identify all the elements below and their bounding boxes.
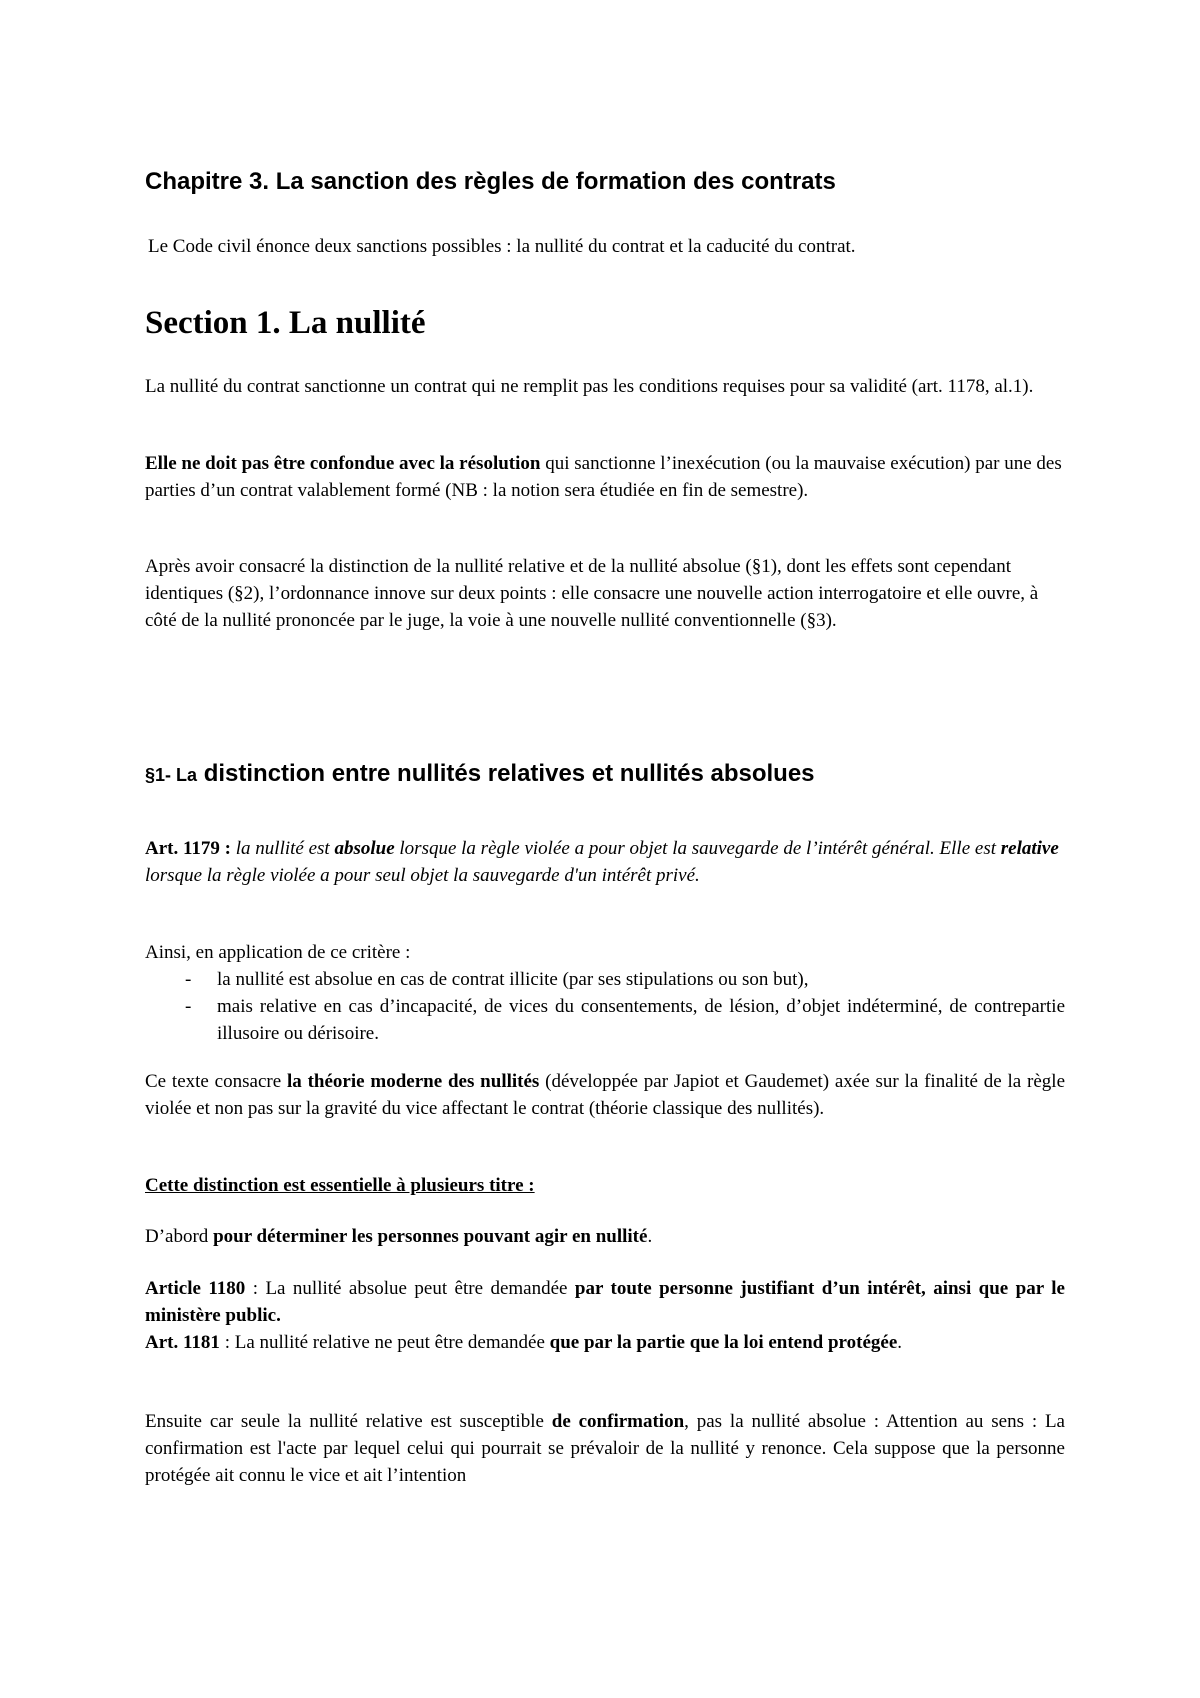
subsection-prefix: §1- La xyxy=(145,765,198,785)
art1180-label: Article 1180 xyxy=(145,1278,246,1299)
art1179-absolue: absolue xyxy=(334,838,395,859)
ordonnance-text: Après avoir consacré la distinction de la nullité relative et de la nullité absolue (§1), dont les effets sont cependant identiques (§2), l’ordonnance innove sur deux points : elle consacre une nouvelle action interrogatoire et elle ouvre, à côté de la nullité prononcée par le juge, la voie à une nouvelle nullité conventionnelle (§3). xyxy=(145,556,1039,631)
art1181-text-2: . xyxy=(897,1332,903,1353)
ensuite-bold: de confirmation xyxy=(551,1411,685,1432)
dabord-text-1: D’abord xyxy=(145,1226,214,1247)
art1180-bold: par toute personne justifiant d’un intérêt, ainsi que par le ministère public. xyxy=(145,1278,1065,1326)
intro-paragraph: Le Code civil énonce deux sanctions possibles : la nullité du contrat et la caducité du contrat. xyxy=(148,236,856,257)
underlined-heading-text: Cette distinction est essentielle à plusieurs titre : xyxy=(145,1175,535,1196)
ensuite-text-2: , pas la nullité absolue : Attention au sens : La confirmation est l'acte par lequel celui qui pourrait se prévaloir de la nullité y renonce. Cela suppose que la personne protégée ait connu le vice et ait l’intention xyxy=(145,1411,1065,1486)
art1181-label: Art. 1181 xyxy=(145,1332,220,1353)
art1179-text-2: lorsque la règle violée a pour objet la sauvegarde de l’intérêt général. Elle est xyxy=(394,838,1001,859)
art1181-bold: que par la partie que la loi entend protégée xyxy=(549,1332,898,1353)
resolution-rest: qui sanctionne l’inexécution (ou la mauvaise exécution) par une des parties d’un contrat valablement formé (NB : la notion sera étudiée en fin de semestre). xyxy=(145,453,1062,501)
resolution-bold: Elle ne doit pas être confondue avec la résolution xyxy=(145,453,541,474)
theorie-bold: la théorie moderne des nullités xyxy=(286,1071,540,1092)
dabord-text-2: . xyxy=(647,1226,653,1247)
theorie-text-2: (développée par Japiot et Gaudemet) axée sur la finalité de la règle violée et non pas sur la gravité du vice affectant le contrat (théorie classique des nullités). xyxy=(145,1071,1065,1119)
art1179-relative: relative xyxy=(1000,838,1059,859)
art1179-text-3: lorsque la règle violée a pour seul objet la sauvegarde d'un intérêt privé. xyxy=(145,865,700,886)
paragraph-ensuite xyxy=(145,1408,1065,1489)
ensuite-text-1: Ensuite car seule la nullité relative est susceptible xyxy=(145,1411,552,1432)
paragraph-dabord xyxy=(145,1223,1065,1250)
underlined-heading xyxy=(145,1172,1065,1199)
criteria-list xyxy=(145,966,1065,1047)
article-1179 xyxy=(145,835,1065,889)
article-1181 xyxy=(145,1329,1065,1356)
paragraph-ordonnance xyxy=(145,553,1065,634)
paragraph-theorie xyxy=(145,1068,1065,1122)
paragraph-resolution xyxy=(145,450,1065,504)
theorie-text-1: Ce texte consacre xyxy=(145,1071,287,1092)
subsection-title-text: distinction entre nullités relatives et nullités absolues xyxy=(197,760,815,787)
paragraph-definition xyxy=(145,373,1065,400)
subsection-title xyxy=(145,760,1065,788)
paragraph-definition-text: La nullité du contrat sanctionne un contrat qui ne remplit pas les conditions requises pour sa validité (art. 1178, al.1). xyxy=(145,376,1034,397)
art1181-text-1: : La nullité relative ne peut être demandée xyxy=(219,1332,550,1353)
dabord-bold: pour déterminer les personnes pouvant agir en nullité xyxy=(213,1226,648,1247)
article-1180 xyxy=(145,1275,1065,1329)
list-item: - mais relative en cas d’incapacité, de vices du consentements, de lésion, d’objet indéterminé, de contrepartie illusoire ou dérisoire. xyxy=(145,993,1065,1047)
chapter-title: Chapitre 3. La sanction des règles de formation des contrats xyxy=(145,168,836,195)
section-title: Section 1. La nullité xyxy=(145,305,426,341)
criteria-block xyxy=(145,939,1065,1047)
list-item: - la nullité est absolue en cas de contrat illicite (par ses stipulations ou son but), xyxy=(145,966,1065,993)
art1179-label: Art. 1179 : xyxy=(145,838,232,859)
art1179-text-1: la nullité est xyxy=(231,838,335,859)
ainsi-line: Ainsi, en application de ce critère : xyxy=(145,942,411,963)
art1180-text: : La nullité absolue peut être demandée xyxy=(245,1278,575,1299)
